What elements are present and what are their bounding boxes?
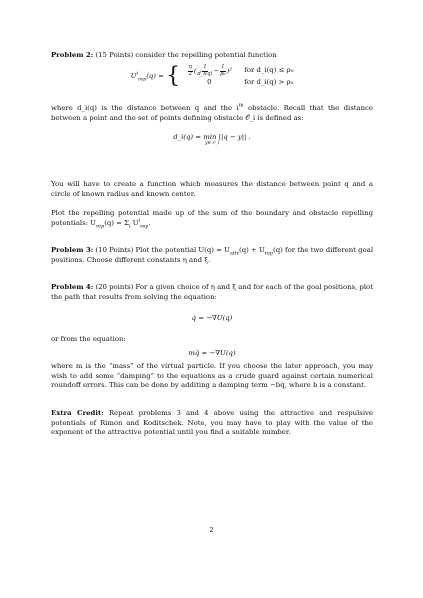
case-row-1: $\frac{\eta}{2}$ ( $\frac{1}{d\_i(q)}$ − $\frac{1}{\text{ρ₀}}$ )² for d_i(q) ≤ ρ₀ bbox=[188, 64, 294, 77]
extra-credit: Extra Credit: Repeat problems 3 and 4 above using the attractive and respulsive potentials of Rimon and Koditschek. Note, you may have to play with the value of the exponent of the attractive potential until you find a suitable number. bbox=[51, 409, 373, 437]
piecewise-cases bbox=[182, 65, 293, 88]
plot-repelling-text: Plot the repelling potential made up of the sum of the boundary and obstacle repelling potentials: $U_{rep}(q) = \Sigma_i$ $U^i_{rep}$. bbox=[51, 209, 373, 229]
problem-2-title: Problem 2: bbox=[51, 51, 94, 59]
left-brace: { bbox=[166, 63, 181, 89]
mass-explanation-text: where m is the “mass” of the virtual particle. If you choose the later approach, you may wish to add some “damping” to the equations as a crude guard against certain numerical roundoff errors. This can be done by additing a damping term −bq̇, where b is a constant. bbox=[51, 362, 373, 390]
problem-3-title: Problem 3: bbox=[51, 246, 94, 254]
create-function-text: You will have to create a function which measures the distance between point q and a circle of known radius and known center. bbox=[51, 180, 373, 198]
or-text: or from the equation: bbox=[51, 335, 126, 343]
second-order-equation: mq̈ = −∇U(q) bbox=[188, 349, 236, 357]
extra-credit-title: Extra Credit: bbox=[51, 409, 104, 417]
problem-2-intro bbox=[51, 51, 373, 61]
distance-equation: d_i(q) = min ||q − y|| . bbox=[173, 133, 251, 141]
problem-4-title: Problem 4: bbox=[51, 283, 94, 291]
problem-3: Problem 3: (10 Points) Plot the potential $U(q) = U_{attr}(q) + U_{rep}(q)$ for the two different goal positions. Choose different constants η and ξ. bbox=[51, 246, 374, 264]
first-order-equation: q̇ = −∇U(q) bbox=[191, 314, 233, 322]
problem-4-intro: Problem 4: (20 points) For a given choice of η and ξ and for each of the goal positions, plot the path that results from solving the equation: bbox=[51, 283, 373, 301]
repelling-potential-equation: $U^i_{rep}(q)$ = { $\frac{\eta}{2}$ ( $\frac{1}{d\_i(q)}$ − $\frac{1}{\text{ρ₀}}$ )² for d_i(q) ≤ ρ₀ 0 for d_i(q) > ρ₀ bbox=[130, 63, 294, 89]
problem-2-text: (15 Points) consider the repelling potential function bbox=[93, 51, 277, 59]
case-row-2: 0 for d_i(q) > ρ₀ bbox=[207, 78, 294, 87]
distance-definition-text: where d_i(q) is the distance between q and the $i^{th}$ obstacle. Recall that the distance between a point and the set of points defining obstacle 𝒪_i is defined as: bbox=[51, 103, 373, 122]
distance-equation-subscript: y∈ 𝒪_i bbox=[204, 141, 220, 146]
page-number: 2 bbox=[209, 526, 214, 534]
